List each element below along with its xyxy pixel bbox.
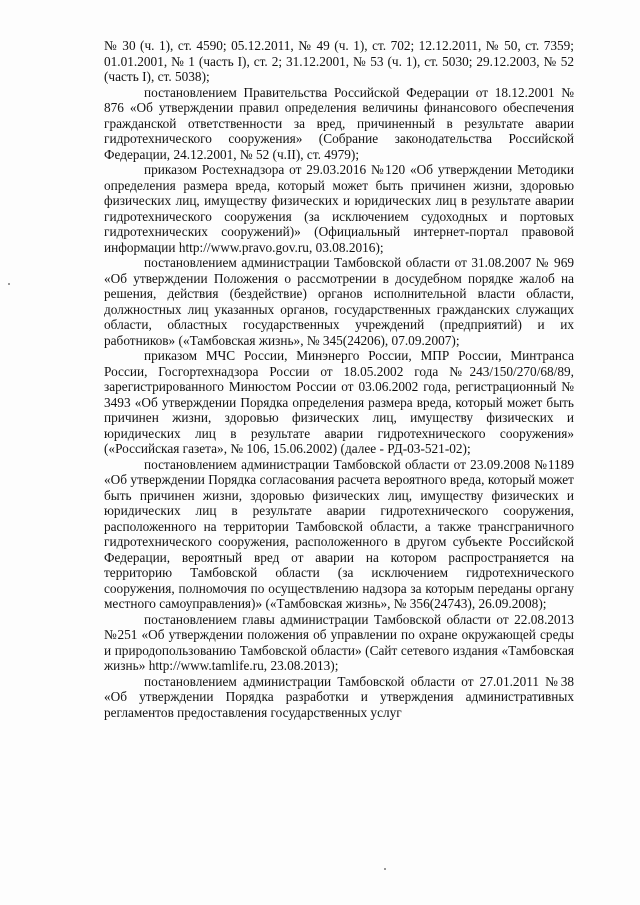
document-body	[104, 38, 574, 720]
paragraph-1: № 30 (ч. 1), ст. 4590; 05.12.2011, № 49 (ч. 1), ст. 702; 12.12.2011, № 50, ст. 7359; 01.01.2001, № 1 (часть I), ст. 2; 31.12.2001, № 53 (ч. 1), ст. 5030; 29.12.2003, № 52 (часть I), ст. 5038);	[104, 38, 574, 84]
paragraph-7: постановлением главы администрации Тамбовской области от 22.08.2013 №251 «Об утверждении положения об управлении по охране окружающей среды и природопользованию Тамбовской области» (Сайт сетевого издания «Тамбовская жизнь» http://www.tamlife.ru, 23.08.2013);	[104, 611, 574, 673]
scan-speck	[8, 283, 10, 285]
paragraph-8: постановлением администрации Тамбовской области от 27.01.2011 №38 «Об утверждении Порядка разработки и утверждения административных регламентов предоставления государственных услуг	[104, 673, 574, 720]
scan-speck	[384, 868, 386, 870]
paragraph-6: постановлением администрации Тамбовской области от 23.09.2008 №1189 «Об утверждении Порядка согласования расчета вероятного вреда, который может быть причинен жизни, здоровью физических лиц, имуществу физических и юридических лиц в результате аварии гидротехнического сооружения, расположенного на территории Тамбовской области, а также трансграничного гидротехнического сооружения, расположенного в другом субъекте Российской Федерации, вероятный вред от аварии на котором распространяется на территорию Тамбовской области (за исключением гидротехнического сооружения, полномочия по осуществлению надзора за которым переданы органу местного самоуправления)» («Тамбовская жизнь», № 356(24743), 26.09.2008);	[104, 456, 574, 611]
paragraph-2: постановлением Правительства Российской Федерации от 18.12.2001 № 876 «Об утверждении правил определения величины финансового обеспечения гражданской ответственности за вред, причиненный в результате аварии гидротехнического сооружения» (Собрание законодательства Российской Федерации, 24.12.2001, № 52 (ч.II), ст. 4979);	[104, 84, 574, 162]
paragraph-3: приказом Ростехнадзора от 29.03.2016 №120 «Об утверждении Методики определения размера вреда, который может быть причинен жизни, здоровью физических лиц, имуществу физических и юридических лиц в результате аварии гидротехнического сооружения (за исключением судоходных и портовых гидротехнических сооружений)» (Официальный интернет-портал правовой информации http://www.pravo.gov.ru, 03.08.2016);	[104, 162, 574, 255]
paragraph-4: постановлением администрации Тамбовской области от 31.08.2007 № 969 «Об утверждении Положения о рассмотрении в досудебном порядке жалоб на решения, действия (бездействие) органов исполнительной власти области, должностных лиц указанных органов, государственных гражданских служащих области, областных государственных учреждений (предприятий) и их работников» («Тамбовская жизнь», № 345(24206), 07.09.2007);	[104, 255, 574, 348]
paragraph-5: приказом МЧС России, Минэнерго России, МПР России, Минтранса России, Госгортехнадзора России от 18.05.2002 года №243/150/270/68/89, зарегистрированного Минюстом России от 03.06.2002 года, регистрационный № 3493 «Об утверждении Порядка определения размера вреда, который может быть причинен жизни, здоровью физических лиц, имуществу физических и юридических лиц в результате аварии гидротехнического сооружения» («Российская газета», № 106, 15.06.2002) (далее - РД-03-521-02);	[104, 348, 574, 456]
